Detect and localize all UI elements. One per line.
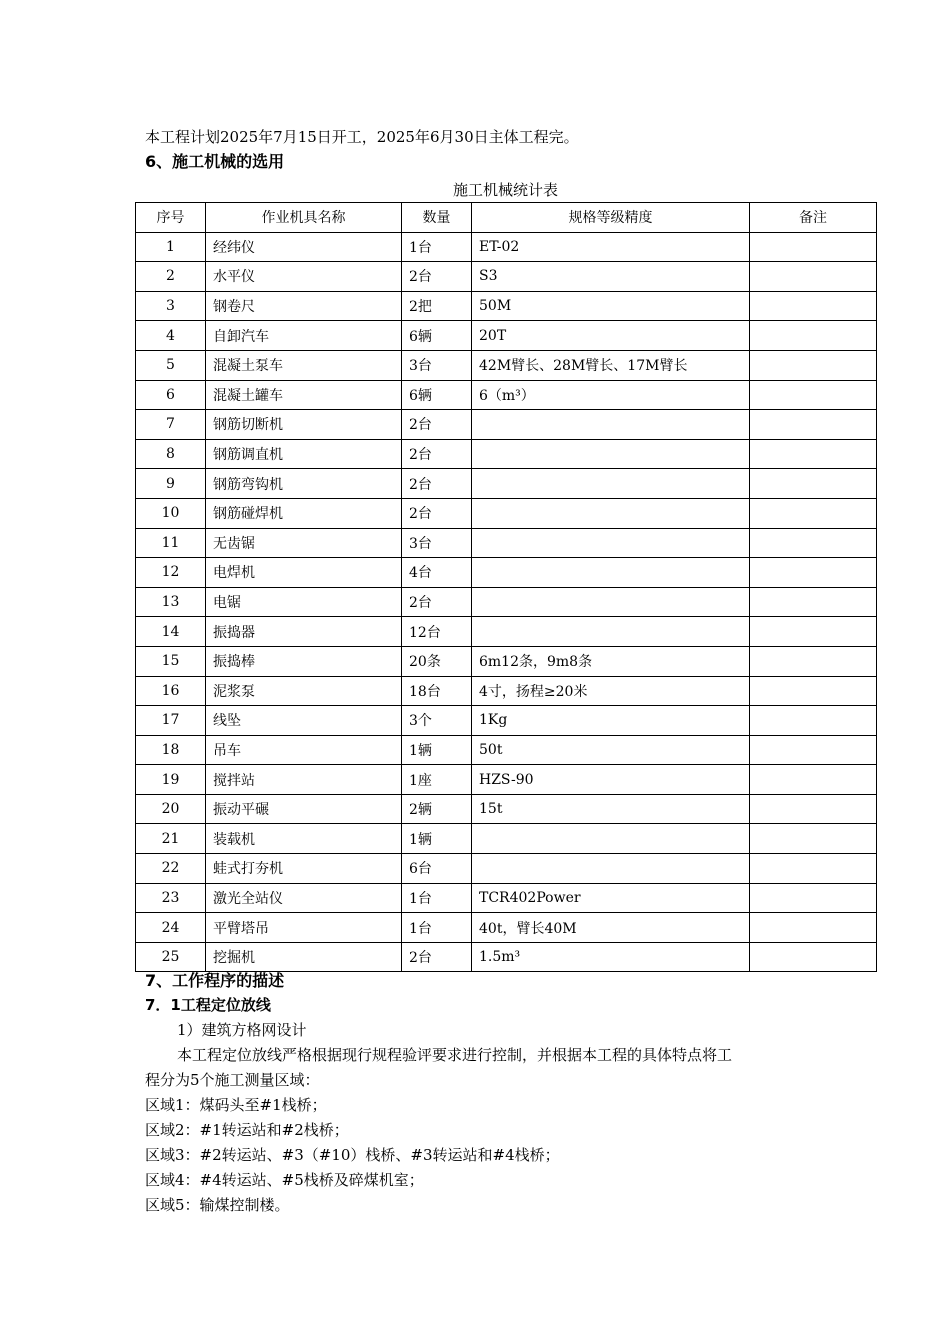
cell-name: 挖掘机 [206,942,402,972]
table-row [136,528,877,558]
cell-name: 自卸汽车 [206,321,402,351]
table-row [136,735,877,765]
zone-5: 区域5：输煤控制楼。 [145,1196,290,1214]
zone-4: 区域4：#4转运站、#5栈桥及碎煤机室； [145,1171,424,1189]
cell-qty: 6辆 [402,380,472,410]
cell-note [750,676,877,706]
cell-no: 21 [136,824,206,854]
cell-spec: S3 [472,262,750,292]
cell-spec [472,439,750,469]
cell-name: 振捣棒 [206,646,402,676]
cell-note [750,410,877,440]
table-row [136,794,877,824]
section-7-1-heading: 7．1工程定位放线 [145,996,271,1014]
header-no: 序号 [136,203,206,233]
paragraph-line-2: 程分为5个施工测量区域： [145,1071,320,1089]
cell-note [750,854,877,884]
cell-note [750,765,877,795]
cell-qty: 1台 [402,232,472,262]
section-6-heading: 6、施工机械的选用 [145,152,285,171]
header-name: 作业机具名称 [206,203,402,233]
cell-no: 23 [136,883,206,913]
cell-note [750,380,877,410]
cell-name: 激光全站仪 [206,883,402,913]
cell-qty: 1座 [402,765,472,795]
cell-no: 11 [136,528,206,558]
cell-qty: 3个 [402,706,472,736]
cell-qty: 18台 [402,676,472,706]
cell-spec: 50t [472,735,750,765]
cell-no: 12 [136,558,206,588]
table-row [136,498,877,528]
table-row [136,765,877,795]
cell-spec: 6m12条，9m8条 [472,646,750,676]
cell-note [750,439,877,469]
cell-note [750,232,877,262]
cell-no: 24 [136,913,206,943]
cell-note [750,350,877,380]
table-row [136,913,877,943]
cell-name: 钢筋弯钩机 [206,469,402,499]
cell-qty: 1辆 [402,824,472,854]
header-spec: 规格等级精度 [472,203,750,233]
cell-name: 钢筋碰焊机 [206,498,402,528]
cell-spec [472,854,750,884]
cell-note [750,498,877,528]
cell-spec: 42M臂长、28M臂长、17M臂长 [472,350,750,380]
cell-note [750,469,877,499]
table-row [136,676,877,706]
cell-no: 5 [136,350,206,380]
cell-note [750,646,877,676]
cell-qty: 1辆 [402,735,472,765]
cell-spec [472,824,750,854]
cell-qty: 3台 [402,528,472,558]
cell-spec [472,469,750,499]
cell-note [750,587,877,617]
table-row [136,706,877,736]
cell-name: 搅拌站 [206,765,402,795]
table-row [136,350,877,380]
cell-no: 3 [136,291,206,321]
cell-qty: 3台 [402,350,472,380]
machinery-table [135,202,877,972]
cell-qty: 2台 [402,262,472,292]
zone-2: 区域2：#1转运站和#2栈桥； [145,1121,349,1139]
table-row [136,321,877,351]
cell-no: 14 [136,617,206,647]
cell-spec [472,410,750,440]
table-row [136,854,877,884]
cell-note [750,617,877,647]
cell-name: 混凝土泵车 [206,350,402,380]
cell-name: 钢卷尺 [206,291,402,321]
table-title: 施工机械统计表 [452,181,558,199]
table-row [136,262,877,292]
table-body [136,232,877,972]
cell-no: 22 [136,854,206,884]
cell-spec: 1Kg [472,706,750,736]
cell-spec: 4寸，扬程≥20米 [472,676,750,706]
section-7-heading: 7、工作程序的描述 [145,971,285,990]
table-row [136,646,877,676]
cell-qty: 2台 [402,498,472,528]
cell-name: 混凝土罐车 [206,380,402,410]
cell-no: 10 [136,498,206,528]
cell-no: 19 [136,765,206,795]
cell-no: 8 [136,439,206,469]
cell-name: 泥浆泵 [206,676,402,706]
cell-no: 4 [136,321,206,351]
cell-spec [472,587,750,617]
cell-note [750,794,877,824]
cell-name: 无齿锯 [206,528,402,558]
cell-qty: 2台 [402,469,472,499]
cell-spec: 6（m³） [472,380,750,410]
cell-name: 平臂塔吊 [206,913,402,943]
intro-paragraph: 本工程计划2025年7月15日开工，2025年6月30日主体工程完。 [145,128,579,146]
cell-note [750,913,877,943]
table-row [136,380,877,410]
cell-no: 20 [136,794,206,824]
table-row [136,942,877,972]
table-row [136,291,877,321]
cell-spec: 40t，臂长40M [472,913,750,943]
cell-note [750,824,877,854]
cell-spec: 50M [472,291,750,321]
cell-spec: 15t [472,794,750,824]
cell-note [750,321,877,351]
table-row [136,587,877,617]
header-note: 备注 [750,203,877,233]
cell-no: 17 [136,706,206,736]
cell-qty: 2辆 [402,794,472,824]
item-1-title: 1）建筑方格网设计 [177,1021,307,1039]
cell-no: 6 [136,380,206,410]
cell-spec [472,617,750,647]
cell-name: 钢筋切断机 [206,410,402,440]
cell-note [750,883,877,913]
cell-spec [472,558,750,588]
table-row [136,617,877,647]
paragraph-line-1: 本工程定位放线严格根据现行规程验评要求进行控制，并根据本工程的具体特点将工 [177,1046,733,1064]
cell-qty: 2台 [402,410,472,440]
cell-qty: 2台 [402,439,472,469]
cell-spec [472,528,750,558]
cell-qty: 2台 [402,942,472,972]
cell-qty: 2台 [402,587,472,617]
cell-qty: 4台 [402,558,472,588]
cell-qty: 12台 [402,617,472,647]
cell-qty: 6台 [402,854,472,884]
cell-spec: 20T [472,321,750,351]
cell-no: 13 [136,587,206,617]
cell-no: 9 [136,469,206,499]
cell-name: 电锯 [206,587,402,617]
cell-no: 7 [136,410,206,440]
cell-note [750,291,877,321]
table-row [136,824,877,854]
table-header-row [136,203,877,233]
cell-no: 16 [136,676,206,706]
cell-name: 电焊机 [206,558,402,588]
cell-note [750,558,877,588]
cell-note [750,706,877,736]
cell-name: 吊车 [206,735,402,765]
cell-no: 15 [136,646,206,676]
cell-spec [472,498,750,528]
cell-qty: 20条 [402,646,472,676]
zone-1: 区域1：煤码头至#1栈桥； [145,1096,327,1114]
table-row [136,558,877,588]
cell-qty: 1台 [402,913,472,943]
table-row [136,883,877,913]
cell-name: 装载机 [206,824,402,854]
cell-note [750,262,877,292]
cell-qty: 6辆 [402,321,472,351]
cell-qty: 1台 [402,883,472,913]
cell-spec: TCR402Power [472,883,750,913]
table-row [136,439,877,469]
cell-spec: ET-02 [472,232,750,262]
cell-note [750,735,877,765]
cell-note [750,942,877,972]
cell-no: 1 [136,232,206,262]
cell-name: 水平仪 [206,262,402,292]
table-row [136,469,877,499]
table-row [136,232,877,262]
cell-note [750,528,877,558]
cell-name: 线坠 [206,706,402,736]
cell-name: 经纬仪 [206,232,402,262]
cell-name: 钢筋调直机 [206,439,402,469]
cell-name: 振动平碾 [206,794,402,824]
table-row [136,410,877,440]
cell-qty: 2把 [402,291,472,321]
cell-spec: 1.5m³ [472,942,750,972]
header-qty: 数量 [402,203,472,233]
cell-spec: HZS-90 [472,765,750,795]
cell-no: 18 [136,735,206,765]
cell-name: 蛙式打夯机 [206,854,402,884]
cell-no: 2 [136,262,206,292]
cell-no: 25 [136,942,206,972]
cell-name: 振捣器 [206,617,402,647]
zone-3: 区域3：#2转运站、#3（#10）栈桥、#3转运站和#4栈桥； [145,1146,560,1164]
